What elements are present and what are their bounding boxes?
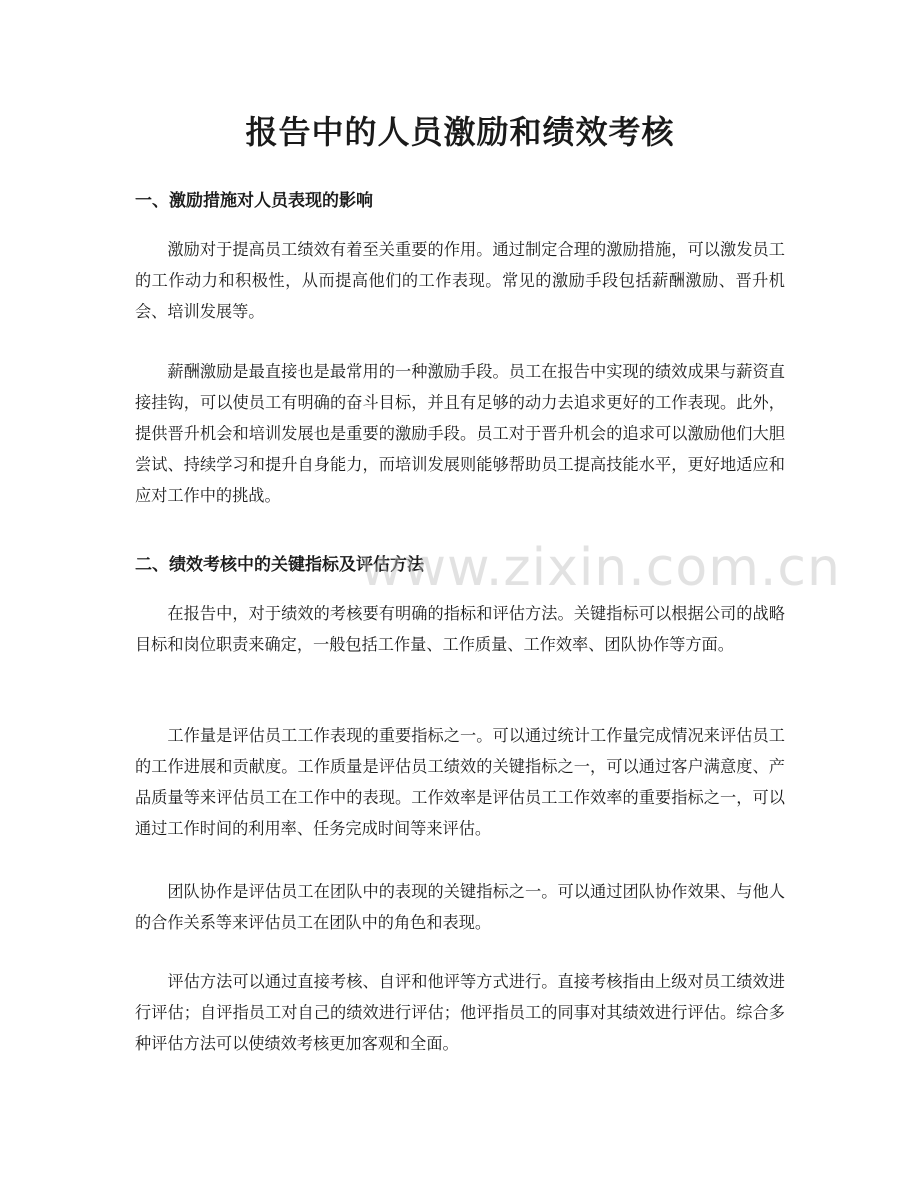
section-heading-1: 一、激励措施对人员表现的影响 [135, 191, 373, 211]
paragraph: 薪酬激励是最直接也是最常用的一种激励手段。员工在报告中实现的绩效成果与薪资直接挂钩，可以使员工有明确的奋斗目标，并且有足够的动力去追求更好的工作表现。此外，提供晋升机会和培训发展也是重要的激励手段。员工对于晋升机会的追求可以激励他们大胆尝试、持续学习和提升自身能力，而培训发展则能够帮助员工提高技能水平，更好地适应和应对工作中的挑战。 [135, 362, 785, 505]
document-title: 报告中的人员激励和绩效考核 [245, 113, 675, 151]
paragraph: 在报告中，对于绩效的考核要有明确的指标和评估方法。关键指标可以根据公司的战略目标和岗位职责来确定，一般包括工作量、工作质量、工作效率、团队协作等方面。 [135, 604, 785, 654]
watermark: www.zixin.com.cn [360, 538, 841, 598]
paragraph: 工作量是评估员工工作表现的重要指标之一。可以通过统计工作量完成情况来评估员工的工作进展和贡献度。工作质量是评估员工绩效的关键指标之一，可以通过客户满意度、产品质量等来评估员工在工作中的表现。工作效率是评估员工工作效率的重要指标之一，可以通过工作时间的利用率、任务完成时间等来评估。 [135, 726, 785, 838]
paragraph: 评估方法可以通过直接考核、自评和他评等方式进行。直接考核指由上级对员工绩效进行评估；自评指员工对自己的绩效进行评估；他评指员工的同事对其绩效进行评估。综合多种评估方法可以使绩效考核更加客观和全面。 [135, 972, 785, 1053]
paragraph: 激励对于提高员工绩效有着至关重要的作用。通过制定合理的激励措施，可以激发员工的工作动力和积极性，从而提高他们的工作表现。常见的激励手段包括薪酬激励、晋升机会、培训发展等。 [135, 240, 785, 321]
paragraph: 团队协作是评估员工在团队中的表现的关键指标之一。可以通过团队协作效果、与他人的合作关系等来评估员工在团队中的角色和表现。 [135, 882, 785, 932]
section-heading-2: 二、绩效考核中的关键指标及评估方法 [135, 555, 424, 575]
